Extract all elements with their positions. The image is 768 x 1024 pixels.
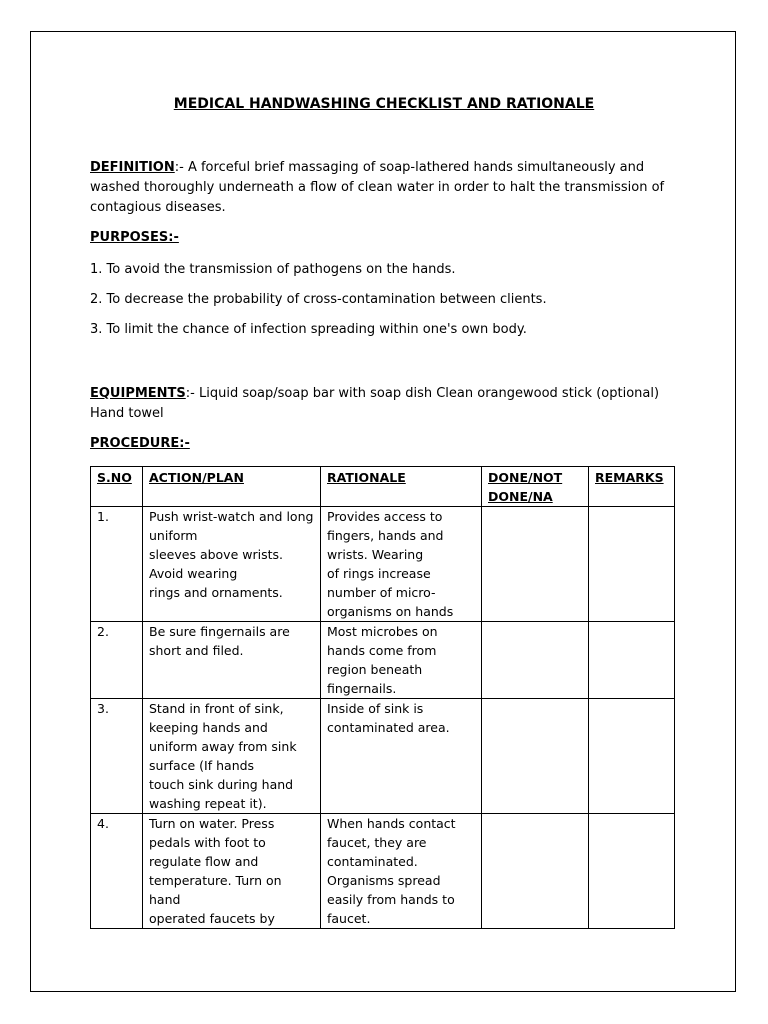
cell-sno: 2. — [91, 622, 143, 699]
column-header-done: DONE/NOT DONE/NA — [482, 467, 589, 507]
table-row — [91, 622, 675, 699]
cell-action: Push wrist-watch and long uniform sleeves above wrists. Avoid wearing rings and ornaments. — [143, 507, 321, 622]
cell-rationale: Inside of sink is contaminated area. — [321, 699, 482, 814]
cell-done — [482, 507, 589, 622]
definition-paragraph — [90, 158, 680, 218]
procedure-heading: PROCEDURE:- — [90, 436, 190, 451]
column-header-rationale: RATIONALE — [321, 467, 482, 507]
procedure-table — [90, 466, 675, 929]
cell-sno: 3. — [91, 699, 143, 814]
purpose-item: 2. To decrease the probability of cross-contamination between clients. — [90, 292, 547, 307]
column-header-remarks: REMARKS — [589, 467, 675, 507]
purpose-item: 1. To avoid the transmission of pathogens on the hands. — [90, 262, 456, 277]
cell-action: Be sure fingernails are short and filed. — [143, 622, 321, 699]
purposes-heading: PURPOSES:- — [90, 230, 179, 245]
cell-rationale: When hands contact faucet, they are contaminated. Organisms spread easily from hands to faucet. — [321, 814, 482, 929]
cell-remarks — [589, 814, 675, 929]
table-row — [91, 814, 675, 929]
cell-done — [482, 622, 589, 699]
equipments-paragraph — [90, 384, 680, 424]
cell-rationale: Provides access to fingers, hands and wrists. Wearing of rings increase number of micro-organisms on hands — [321, 507, 482, 622]
cell-action: Turn on water. Press pedals with foot to regulate flow and temperature. Turn on hand operated faucets by — [143, 814, 321, 929]
cell-remarks — [589, 699, 675, 814]
column-header-sno: S.NO — [91, 467, 143, 507]
cell-action: Stand in front of sink, keeping hands and uniform away from sink surface (If hands touch sink during hand washing repeat it). — [143, 699, 321, 814]
cell-done — [482, 814, 589, 929]
cell-remarks — [589, 622, 675, 699]
definition-text: :- A forceful brief massaging of soap-lathered hands simultaneously and washed thoroughly underneath a flow of clean water in order to halt the transmission of contagious diseases. — [90, 160, 665, 215]
document-page — [30, 31, 736, 992]
cell-sno: 4. — [91, 814, 143, 929]
table-row — [91, 699, 675, 814]
column-header-action: ACTION/PLAN — [143, 467, 321, 507]
equipments-label: EQUIPMENTS — [90, 386, 186, 401]
cell-remarks — [589, 507, 675, 622]
table-row — [91, 507, 675, 622]
definition-label: DEFINITION — [90, 160, 175, 175]
document-title: MEDICAL HANDWASHING CHECKLIST AND RATIONALE — [173, 96, 595, 112]
cell-rationale: Most microbes on hands come from region beneath fingernails. — [321, 622, 482, 699]
equipments-text: :- Liquid soap/soap bar with soap dish Clean orangewood stick (optional) Hand towel — [90, 386, 660, 421]
purpose-item: 3. To limit the chance of infection spreading within one's own body. — [90, 322, 527, 337]
cell-sno: 1. — [91, 507, 143, 622]
table-header-row — [91, 467, 675, 507]
cell-done — [482, 699, 589, 814]
